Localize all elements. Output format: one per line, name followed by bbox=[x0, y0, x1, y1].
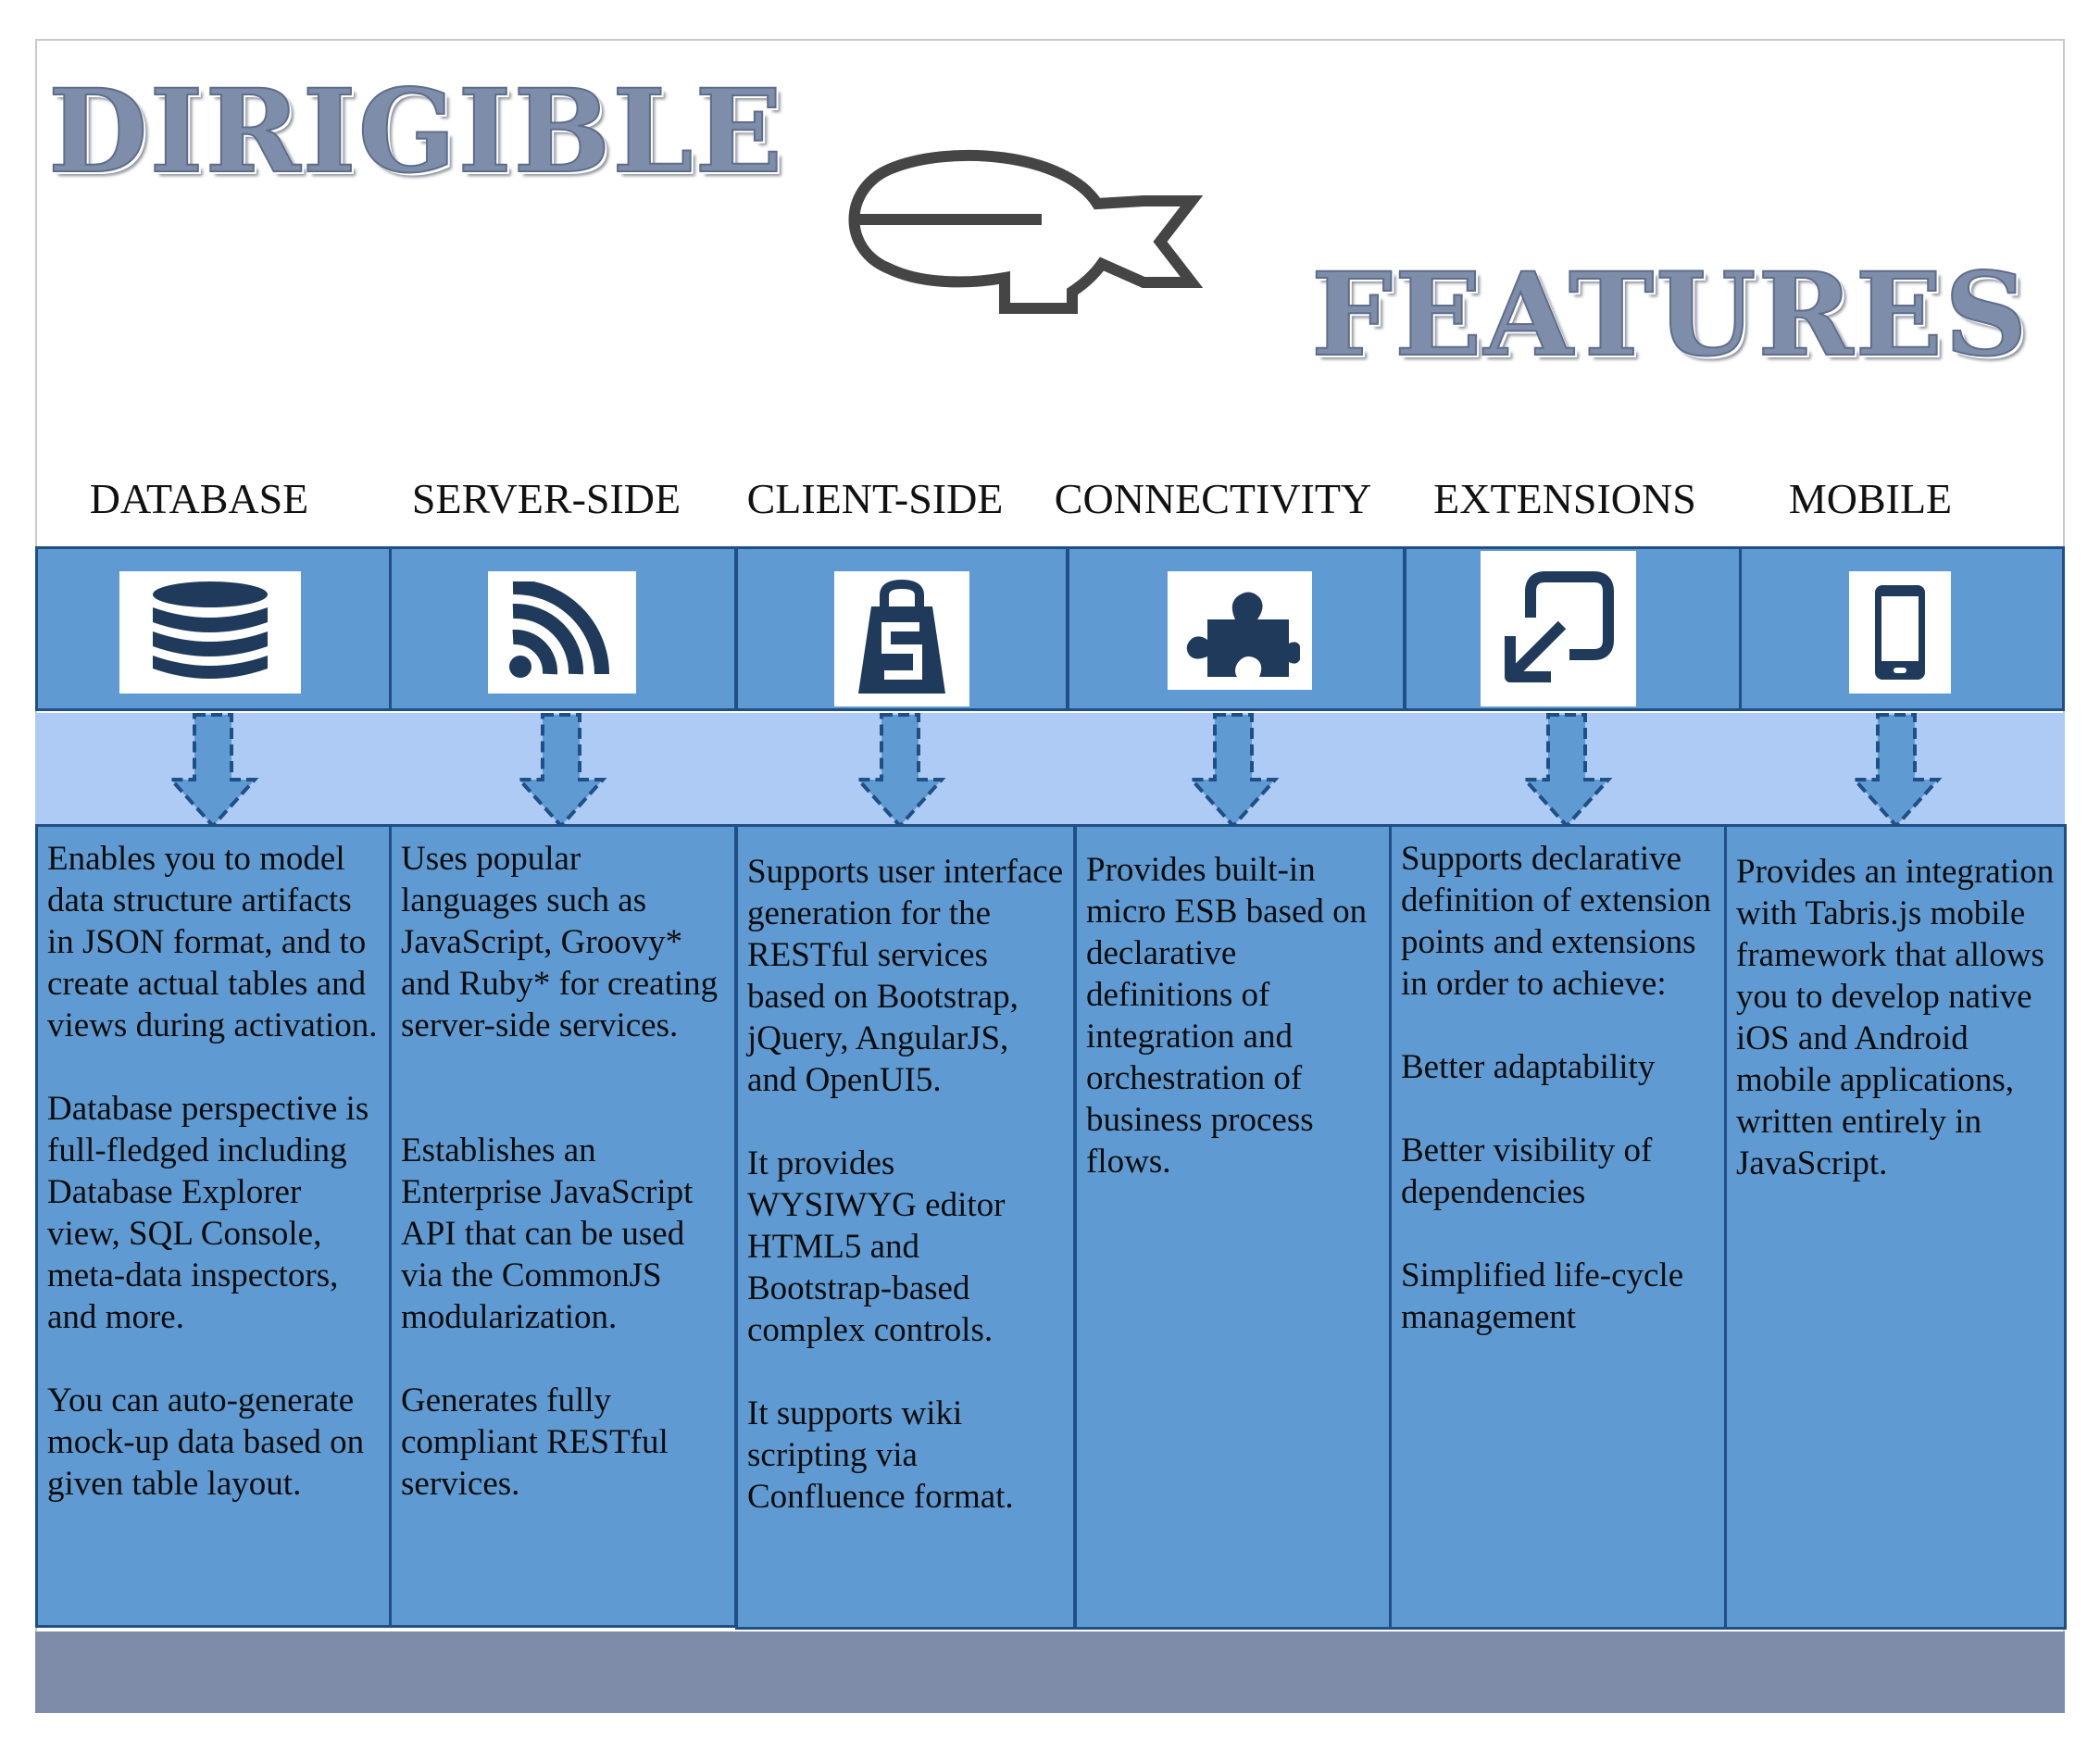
client-side-text-1: Supports user interface generation for the RESTful services based on Bootstrap, jQuery, AngularJS, and OpenUI5. bbox=[747, 853, 1064, 1099]
column-connectivity bbox=[1074, 824, 1393, 1630]
column-mobile bbox=[1724, 824, 2067, 1630]
server-side-text-3: Generates fully compliant RESTful services. bbox=[401, 1381, 669, 1503]
header-server-side: SERVER-SIDE bbox=[411, 475, 681, 522]
title-features: FEATURES bbox=[1311, 248, 2030, 382]
mobile-text-1: Provides an integration with Tabris.js mobile framework that allows you to develop native iOS and Android mobile applications, written entirely in JavaScript. bbox=[1736, 853, 2055, 1182]
extensions-text-1: Supports declarative definition of extension points and extensions in order to achieve: bbox=[1401, 840, 1711, 1003]
down-arrow-icon bbox=[515, 713, 607, 829]
down-arrow-icon bbox=[1520, 713, 1613, 829]
icon-cell-extensions bbox=[1404, 546, 1743, 711]
extensions-text-2: Better adaptability bbox=[1401, 1048, 1656, 1086]
puzzle-icon bbox=[1168, 571, 1312, 690]
server-side-text-2: Establishes an Enterprise JavaScript API that can be used via the CommonJS modularization. bbox=[401, 1131, 694, 1336]
icon-cell-connectivity bbox=[1067, 546, 1406, 711]
icon-cell-mobile bbox=[1739, 546, 2065, 711]
down-arrow-icon bbox=[854, 713, 946, 829]
dirigible-logo-icon bbox=[847, 144, 1208, 329]
rss-icon bbox=[488, 571, 636, 694]
down-arrow-icon bbox=[167, 713, 259, 829]
database-text-2: Database perspective is full-fledged including Database Explorer view, SQL Console, meta-data inspectors, and more. bbox=[47, 1090, 369, 1336]
database-icon bbox=[119, 571, 301, 694]
icon-cell-client-side bbox=[735, 546, 1069, 711]
database-text-3: You can auto-generate mock-up data based on given table layout. bbox=[47, 1381, 365, 1503]
column-server-side bbox=[389, 824, 737, 1628]
header-extensions: EXTENSIONS bbox=[1433, 475, 1696, 522]
column-client-side bbox=[735, 824, 1076, 1630]
mobile-phone-icon bbox=[1849, 571, 1951, 694]
header-database: DATABASE bbox=[89, 475, 309, 522]
connectivity-text-1: Provides built-in micro ESB based on declarative definitions of integration and orchestration of business process flows. bbox=[1086, 851, 1368, 1181]
extensions-text-3: Better visibility of dependencies bbox=[1401, 1131, 1653, 1211]
down-arrow-icon bbox=[1187, 713, 1280, 829]
extension-arrow-icon bbox=[1481, 551, 1636, 706]
shopping-bag-icon bbox=[834, 571, 969, 706]
arrow-band bbox=[35, 713, 2065, 824]
icon-cell-database bbox=[35, 546, 392, 711]
header-mobile: MOBILE bbox=[1788, 475, 1953, 522]
column-extensions bbox=[1389, 824, 1728, 1630]
column-database bbox=[35, 824, 393, 1628]
down-arrow-icon bbox=[1850, 713, 1943, 829]
header-client-side: CLIENT-SIDE bbox=[746, 475, 1004, 522]
title-dirigible: DIRIGIBLE bbox=[48, 65, 784, 199]
icon-cell-server-side bbox=[389, 546, 737, 711]
database-text-1: Enables you to model data structure artifacts in JSON format, and to create actual tables and views during activation. bbox=[47, 840, 378, 1044]
footer-bar bbox=[35, 1631, 2065, 1713]
header-connectivity: CONNECTIVITY bbox=[1054, 475, 1372, 522]
client-side-text-3: It supports wiki scripting via Confluence format. bbox=[747, 1394, 1014, 1516]
client-side-text-2: It provides WYSIWYG editor HTML5 and Bootstrap-based complex controls. bbox=[747, 1144, 1006, 1349]
extensions-text-4: Simplified life-cycle management bbox=[1401, 1256, 1684, 1336]
server-side-text-1: Uses popular languages such as JavaScript, Groovy* and Ruby* for creating server-side services. bbox=[401, 840, 719, 1044]
